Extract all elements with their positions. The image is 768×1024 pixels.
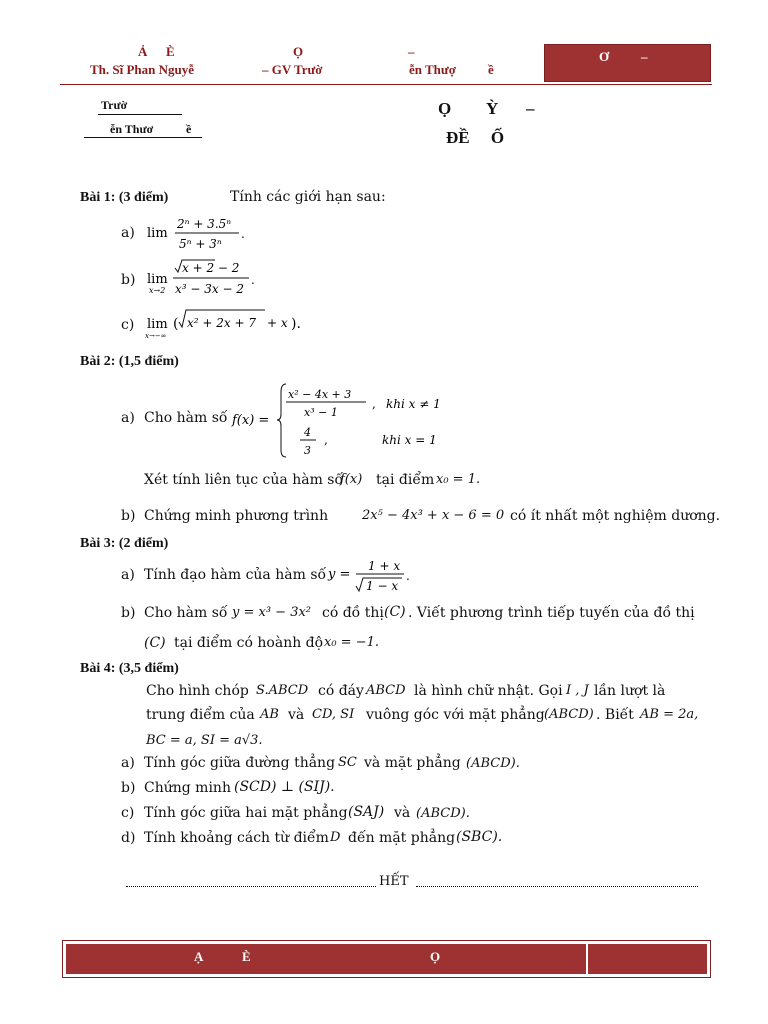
bai3-b-text-3: . Viết phương trình tiếp tuyến của đồ thị [408, 605, 695, 621]
bai4-d-text: Tính khoảng cách từ điểm [144, 830, 329, 846]
bai4-d-text-2: đến mặt phẳng [348, 830, 456, 846]
bai3-x0: x₀ = −1. [324, 635, 379, 650]
bai4-a-label: a) [121, 755, 135, 771]
bai3-b-text-1: Cho hàm số [144, 605, 228, 621]
header-box-fragment: Ơ [599, 49, 610, 64]
bai3-b-text-2: có đồ thị [322, 605, 384, 621]
bai4-p2-a: trung điểm của [146, 707, 255, 723]
svg-text:1 + x: 1 + x [368, 559, 401, 573]
header-divider [60, 84, 712, 85]
bai2-piecewise-formula [230, 380, 460, 460]
svg-text:3: 3 [304, 444, 311, 457]
svg-text:khi x = 1: khi x = 1 [382, 433, 437, 447]
bai4-heading: Bài 4: (3,5 điểm) [80, 661, 179, 676]
bai4-sc: SC [338, 755, 357, 770]
svg-text:lim: lim [147, 317, 168, 332]
school-line-2-tail: ề [186, 122, 192, 136]
title-fragment: – [526, 99, 535, 118]
bai4-plane-saj: (SAJ) [348, 804, 385, 820]
bai4-p1-a: Cho hình chóp [146, 683, 249, 699]
header-school: ễn Thượ [409, 62, 456, 77]
bai2-a-text: Cho hàm số [144, 410, 228, 426]
bai4-bc-si: BC = a, SI = a√3. [146, 733, 263, 748]
bai4-p1-b: có đáy [318, 683, 364, 699]
school-line-2: ễn Thươ [110, 122, 154, 136]
header-author: Th. Sĩ Phan Nguyễ [90, 62, 195, 77]
svg-text:x² − 4x + 3: x² − 4x + 3 [288, 388, 352, 401]
bai2-x0: x₀ = 1. [436, 472, 481, 487]
svg-text:.: . [406, 569, 410, 583]
exam-title: ĐỀ Ố [446, 128, 505, 147]
bai2-fx: f(x) [340, 472, 363, 487]
footer-band-right [588, 944, 707, 974]
svg-text:.: . [251, 273, 255, 287]
bai2-b-text-2: có ít nhất một nghiệm dương. [510, 508, 721, 524]
bai2-heading: Bài 2: (1,5 điểm) [80, 354, 179, 369]
bai1-b-formula [145, 256, 265, 302]
bai4-p1-c: là hình chữ nhật. Gọi [414, 683, 563, 699]
svg-text:x² + 2x + 7: x² + 2x + 7 [187, 316, 256, 330]
bai1-c-formula [145, 306, 315, 342]
bai3-a-label: a) [121, 567, 135, 583]
header-fragment: – [408, 44, 415, 59]
bai1-a-formula [145, 210, 255, 256]
bai4-p2-b: và [288, 707, 305, 723]
bai4-base: ABCD [366, 683, 406, 698]
bai4-a-text-2: và mặt phẳng [364, 755, 461, 771]
svg-text:x→−∞: x→−∞ [145, 332, 167, 340]
bai4-plane-abcd: (ABCD). [416, 806, 470, 821]
bai3-a-text: Tính đạo hàm của hàm số [144, 567, 327, 583]
bai1-c-label: c) [121, 317, 135, 333]
bai4-cd-si: CD, SI [312, 707, 355, 722]
bai4-plane-sbc: (SBC). [456, 829, 503, 845]
bai4-plane-abcd: (ABCD) [544, 707, 594, 722]
svg-text:f(x) =: f(x) = [232, 413, 270, 428]
bai2-b-label: b) [121, 508, 136, 524]
footer-fragment: Ạ [194, 949, 204, 964]
bai3-graph-c: (C) [144, 635, 166, 651]
bai2-cont-text-2: tại điểm [376, 472, 435, 488]
bai4-b-text: Chứng minh [144, 780, 231, 796]
bai4-c-text-2: và [394, 805, 411, 821]
bai4-b-label: b) [121, 780, 136, 796]
svg-text:khi x ≠ 1: khi x ≠ 1 [386, 397, 441, 411]
bai3-graph-c: (C) [384, 604, 406, 620]
svg-text:4: 4 [304, 426, 311, 439]
bai4-p2-d: . Biết [596, 707, 634, 723]
svg-text:).: ). [291, 316, 301, 332]
bai4-point-d: D [330, 830, 341, 845]
svg-text:+ x: + x [267, 316, 288, 330]
header-fragment: Ọ [293, 44, 304, 59]
school-underline [98, 114, 182, 115]
school-underline [84, 137, 202, 138]
header-fragment: Ả [138, 44, 148, 59]
end-marker: HẾT [379, 874, 409, 889]
school-line-1: Trườ [101, 98, 128, 112]
svg-text:,: , [324, 433, 328, 447]
bai4-c-label: c) [121, 805, 135, 821]
bai1-heading: Bài 1: (3 điểm) [80, 190, 169, 205]
bai1-b-label: b) [121, 272, 136, 288]
bai3-b-text-4: tại điểm có hoành độ [174, 635, 324, 651]
footer-band [66, 944, 586, 974]
header-role: – GV Trườ [262, 62, 323, 77]
bai2-a-label: a) [121, 410, 135, 426]
bai3-a-formula [326, 554, 416, 598]
svg-text:5ⁿ + 3ⁿ: 5ⁿ + 3ⁿ [179, 237, 222, 251]
svg-text:x³ − 3x − 2: x³ − 3x − 2 [175, 282, 244, 296]
title-fragment: Ọ [438, 99, 452, 118]
dotted-leader [416, 886, 698, 887]
bai3-b-label: b) [121, 605, 136, 621]
bai4-p2-c: vuông góc với mặt phẳng [366, 707, 545, 723]
footer-fragment: Ọ [430, 949, 441, 964]
bai4-c-text: Tính góc giữa hai mặt phẳng [144, 805, 348, 821]
svg-text:1 − x: 1 − x [366, 579, 399, 593]
svg-text:x³ − 1: x³ − 1 [304, 406, 338, 419]
bai1-intro: Tính các giới hạn sau: [230, 189, 386, 205]
header-box-fragment: – [641, 49, 648, 64]
bai4-p1-d: lần lượt là [594, 683, 666, 699]
bai2-b-text-1: Chứng minh phương trình [144, 508, 329, 524]
bai2-equation: 2x⁵ − 4x³ + x − 6 = 0 [362, 508, 505, 523]
bai4-points: I , J [566, 683, 589, 698]
header-school-tail: ề [488, 62, 494, 77]
bai2-cont-text-1: Xét tính liên tục của hàm số [144, 472, 344, 488]
bai4-perp: (SCD) ⊥ (SIJ). [234, 779, 335, 795]
bai3-function: y = x³ − 3x² [232, 605, 312, 620]
bai1-a-label: a) [121, 225, 135, 241]
header-fragment: È [166, 44, 175, 59]
svg-text:y =: y = [328, 567, 351, 582]
svg-text:lim: lim [147, 226, 168, 241]
bai4-d-label: d) [121, 830, 136, 846]
bai3-heading: Bài 3: (2 điểm) [80, 536, 169, 551]
svg-text:x→2: x→2 [149, 286, 166, 295]
header-box [544, 44, 711, 82]
bai4-ab: AB [260, 707, 279, 722]
svg-text:,: , [372, 397, 376, 411]
dotted-leader [126, 886, 376, 887]
end-line [126, 876, 698, 890]
svg-text:x + 2 − 2: x + 2 − 2 [182, 261, 240, 275]
bai4-plane-abcd: (ABCD). [466, 756, 520, 771]
svg-text:lim: lim [147, 272, 168, 287]
footer-fragment: È [242, 949, 251, 964]
svg-text:(: ( [173, 316, 179, 332]
svg-text:2ⁿ + 3.5ⁿ: 2ⁿ + 3.5ⁿ [177, 217, 232, 231]
title-fragment: Ỳ [486, 99, 499, 118]
svg-text:.: . [241, 227, 245, 241]
bai4-ab-value: AB = 2a, [640, 707, 699, 722]
bai4-pyramid: S.ABCD [256, 683, 309, 698]
bai4-a-text: Tính góc giữa đường thẳng [144, 755, 336, 771]
